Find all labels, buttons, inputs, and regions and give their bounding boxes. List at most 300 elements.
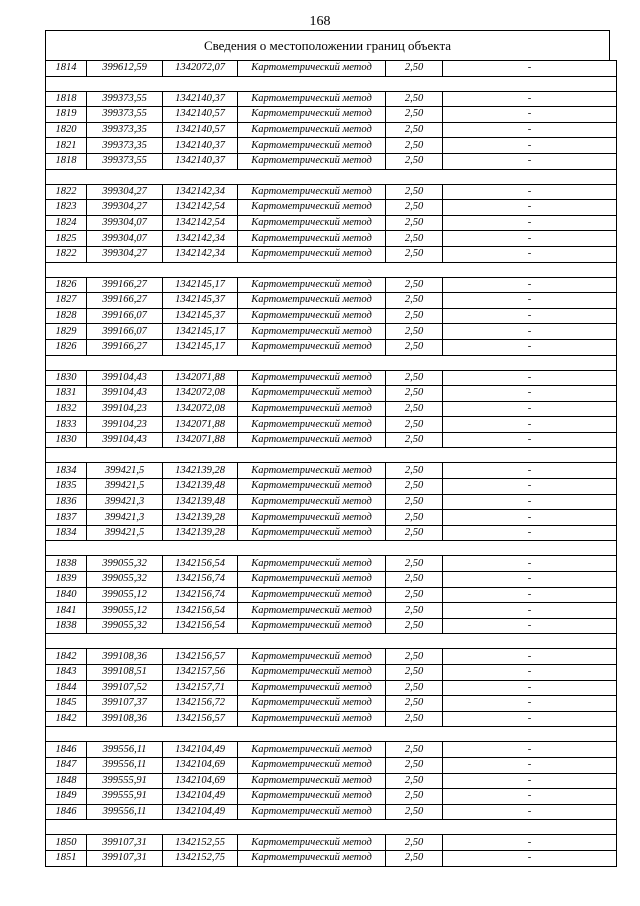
description-cell: - xyxy=(443,835,617,851)
coordinates-table xyxy=(45,60,617,867)
accuracy-cell: 2,50 xyxy=(386,850,443,866)
description-cell: - xyxy=(443,711,617,727)
method-cell: Картометрический метод xyxy=(238,339,386,355)
accuracy-cell: 2,50 xyxy=(386,138,443,154)
point-number-cell: 1851 xyxy=(46,850,87,866)
x-coordinate-cell: 399421,5 xyxy=(87,525,163,541)
method-cell: Картометрический метод xyxy=(238,742,386,758)
accuracy-cell: 2,50 xyxy=(386,184,443,200)
table-row xyxy=(46,324,617,340)
table-row xyxy=(46,153,617,169)
method-cell: Картометрический метод xyxy=(238,649,386,665)
table-row xyxy=(46,401,617,417)
point-number-cell: 1828 xyxy=(46,308,87,324)
y-coordinate-cell: 1342156,74 xyxy=(163,587,238,603)
point-number-cell: 1841 xyxy=(46,603,87,619)
description-cell: - xyxy=(443,293,617,309)
description-cell: - xyxy=(443,804,617,820)
description-cell: - xyxy=(443,572,617,588)
method-cell: Картометрический метод xyxy=(238,308,386,324)
method-cell: Картометрический метод xyxy=(238,277,386,293)
x-coordinate-cell: 399421,3 xyxy=(87,494,163,510)
point-number-cell: 1819 xyxy=(46,107,87,123)
y-coordinate-cell: 1342104,49 xyxy=(163,789,238,805)
method-cell: Картометрический метод xyxy=(238,835,386,851)
description-cell: - xyxy=(443,122,617,138)
point-number-cell: 1825 xyxy=(46,231,87,247)
y-coordinate-cell: 1342156,54 xyxy=(163,603,238,619)
description-cell: - xyxy=(443,324,617,340)
method-cell: Картометрический метод xyxy=(238,804,386,820)
point-number-cell: 1829 xyxy=(46,324,87,340)
description-cell: - xyxy=(443,494,617,510)
method-cell: Картометрический метод xyxy=(238,138,386,154)
method-cell: Картометрический метод xyxy=(238,525,386,541)
group-separator-row xyxy=(46,634,617,649)
description-cell: - xyxy=(443,184,617,200)
x-coordinate-cell: 399107,52 xyxy=(87,680,163,696)
separator-cell xyxy=(46,355,617,370)
x-coordinate-cell: 399108,36 xyxy=(87,649,163,665)
description-cell: - xyxy=(443,215,617,231)
description-cell: - xyxy=(443,153,617,169)
description-cell: - xyxy=(443,463,617,479)
method-cell: Картометрический метод xyxy=(238,370,386,386)
y-coordinate-cell: 1342152,75 xyxy=(163,850,238,866)
x-coordinate-cell: 399055,12 xyxy=(87,603,163,619)
group-separator-row xyxy=(46,541,617,556)
table-row xyxy=(46,91,617,107)
point-number-cell: 1846 xyxy=(46,742,87,758)
y-coordinate-cell: 1342139,28 xyxy=(163,510,238,526)
description-cell: - xyxy=(443,850,617,866)
y-coordinate-cell: 1342157,56 xyxy=(163,665,238,681)
accuracy-cell: 2,50 xyxy=(386,711,443,727)
method-cell: Картометрический метод xyxy=(238,417,386,433)
x-coordinate-cell: 399556,11 xyxy=(87,742,163,758)
y-coordinate-cell: 1342145,37 xyxy=(163,293,238,309)
page-number: 168 xyxy=(309,14,331,29)
table-row xyxy=(46,277,617,293)
coordinates-table-body xyxy=(46,61,617,867)
method-cell: Картометрический метод xyxy=(238,107,386,123)
method-cell: Картометрический метод xyxy=(238,293,386,309)
description-cell: - xyxy=(443,277,617,293)
description-cell: - xyxy=(443,789,617,805)
point-number-cell: 1826 xyxy=(46,339,87,355)
point-number-cell: 1842 xyxy=(46,711,87,727)
table-row xyxy=(46,757,617,773)
description-cell: - xyxy=(443,649,617,665)
table-row xyxy=(46,386,617,402)
table-row xyxy=(46,618,617,634)
y-coordinate-cell: 1342156,54 xyxy=(163,618,238,634)
point-number-cell: 1834 xyxy=(46,525,87,541)
separator-cell xyxy=(46,76,617,91)
method-cell: Картометрический метод xyxy=(238,215,386,231)
point-number-cell: 1842 xyxy=(46,649,87,665)
x-coordinate-cell: 399373,55 xyxy=(87,153,163,169)
accuracy-cell: 2,50 xyxy=(386,308,443,324)
table-row xyxy=(46,789,617,805)
x-coordinate-cell: 399107,31 xyxy=(87,850,163,866)
point-number-cell: 1818 xyxy=(46,153,87,169)
x-coordinate-cell: 399304,27 xyxy=(87,200,163,216)
method-cell: Картометрический метод xyxy=(238,618,386,634)
point-number-cell: 1827 xyxy=(46,293,87,309)
x-coordinate-cell: 399421,5 xyxy=(87,463,163,479)
point-number-cell: 1821 xyxy=(46,138,87,154)
x-coordinate-cell: 399166,27 xyxy=(87,293,163,309)
accuracy-cell: 2,50 xyxy=(386,742,443,758)
x-coordinate-cell: 399107,37 xyxy=(87,696,163,712)
y-coordinate-cell: 1342156,57 xyxy=(163,711,238,727)
accuracy-cell: 2,50 xyxy=(386,572,443,588)
x-coordinate-cell: 399555,91 xyxy=(87,789,163,805)
method-cell: Картометрический метод xyxy=(238,680,386,696)
point-number-cell: 1832 xyxy=(46,401,87,417)
accuracy-cell: 2,50 xyxy=(386,835,443,851)
accuracy-cell: 2,50 xyxy=(386,200,443,216)
x-coordinate-cell: 399555,91 xyxy=(87,773,163,789)
method-cell: Картометрический метод xyxy=(238,184,386,200)
table-row xyxy=(46,494,617,510)
accuracy-cell: 2,50 xyxy=(386,432,443,448)
method-cell: Картометрический метод xyxy=(238,61,386,77)
method-cell: Картометрический метод xyxy=(238,711,386,727)
x-coordinate-cell: 399421,3 xyxy=(87,510,163,526)
separator-cell xyxy=(46,541,617,556)
table-row xyxy=(46,184,617,200)
x-coordinate-cell: 399166,27 xyxy=(87,339,163,355)
point-number-cell: 1846 xyxy=(46,804,87,820)
accuracy-cell: 2,50 xyxy=(386,324,443,340)
description-cell: - xyxy=(443,525,617,541)
point-number-cell: 1824 xyxy=(46,215,87,231)
x-coordinate-cell: 399055,12 xyxy=(87,587,163,603)
accuracy-cell: 2,50 xyxy=(386,479,443,495)
y-coordinate-cell: 1342140,37 xyxy=(163,153,238,169)
point-number-cell: 1823 xyxy=(46,200,87,216)
method-cell: Картометрический метод xyxy=(238,386,386,402)
method-cell: Картометрический метод xyxy=(238,231,386,247)
point-number-cell: 1831 xyxy=(46,386,87,402)
y-coordinate-cell: 1342145,37 xyxy=(163,308,238,324)
boundary-document xyxy=(45,30,610,867)
y-coordinate-cell: 1342156,57 xyxy=(163,649,238,665)
accuracy-cell: 2,50 xyxy=(386,293,443,309)
method-cell: Картометрический метод xyxy=(238,153,386,169)
point-number-cell: 1818 xyxy=(46,91,87,107)
point-number-cell: 1848 xyxy=(46,773,87,789)
y-coordinate-cell: 1342142,34 xyxy=(163,184,238,200)
table-row xyxy=(46,850,617,866)
accuracy-cell: 2,50 xyxy=(386,401,443,417)
accuracy-cell: 2,50 xyxy=(386,804,443,820)
accuracy-cell: 2,50 xyxy=(386,525,443,541)
accuracy-cell: 2,50 xyxy=(386,696,443,712)
point-number-cell: 1849 xyxy=(46,789,87,805)
method-cell: Картометрический метод xyxy=(238,773,386,789)
x-coordinate-cell: 399055,32 xyxy=(87,618,163,634)
description-cell: - xyxy=(443,308,617,324)
description-cell: - xyxy=(443,417,617,433)
table-row xyxy=(46,711,617,727)
y-coordinate-cell: 1342142,34 xyxy=(163,231,238,247)
separator-cell xyxy=(46,448,617,463)
table-row xyxy=(46,138,617,154)
table-row xyxy=(46,246,617,262)
point-number-cell: 1850 xyxy=(46,835,87,851)
group-separator-row xyxy=(46,448,617,463)
y-coordinate-cell: 1342072,07 xyxy=(163,61,238,77)
table-row xyxy=(46,587,617,603)
x-coordinate-cell: 399166,07 xyxy=(87,324,163,340)
table-row xyxy=(46,107,617,123)
table-row xyxy=(46,122,617,138)
point-number-cell: 1826 xyxy=(46,277,87,293)
table-row xyxy=(46,215,617,231)
method-cell: Картометрический метод xyxy=(238,200,386,216)
x-coordinate-cell: 399108,51 xyxy=(87,665,163,681)
method-cell: Картометрический метод xyxy=(238,463,386,479)
table-row xyxy=(46,308,617,324)
accuracy-cell: 2,50 xyxy=(386,91,443,107)
method-cell: Картометрический метод xyxy=(238,432,386,448)
y-coordinate-cell: 1342157,71 xyxy=(163,680,238,696)
x-coordinate-cell: 399055,32 xyxy=(87,572,163,588)
method-cell: Картометрический метод xyxy=(238,401,386,417)
point-number-cell: 1835 xyxy=(46,479,87,495)
x-coordinate-cell: 399373,55 xyxy=(87,107,163,123)
x-coordinate-cell: 399373,35 xyxy=(87,122,163,138)
x-coordinate-cell: 399107,31 xyxy=(87,835,163,851)
accuracy-cell: 2,50 xyxy=(386,107,443,123)
y-coordinate-cell: 1342140,37 xyxy=(163,91,238,107)
description-cell: - xyxy=(443,231,617,247)
y-coordinate-cell: 1342156,74 xyxy=(163,572,238,588)
point-number-cell: 1830 xyxy=(46,370,87,386)
x-coordinate-cell: 399055,32 xyxy=(87,556,163,572)
x-coordinate-cell: 399373,35 xyxy=(87,138,163,154)
x-coordinate-cell: 399304,07 xyxy=(87,215,163,231)
method-cell: Картометрический метод xyxy=(238,696,386,712)
y-coordinate-cell: 1342071,88 xyxy=(163,370,238,386)
description-cell: - xyxy=(443,665,617,681)
y-coordinate-cell: 1342072,08 xyxy=(163,401,238,417)
table-row xyxy=(46,835,617,851)
x-coordinate-cell: 399104,23 xyxy=(87,401,163,417)
accuracy-cell: 2,50 xyxy=(386,587,443,603)
y-coordinate-cell: 1342140,37 xyxy=(163,138,238,154)
y-coordinate-cell: 1342142,54 xyxy=(163,200,238,216)
x-coordinate-cell: 399612,59 xyxy=(87,61,163,77)
table-row xyxy=(46,572,617,588)
accuracy-cell: 2,50 xyxy=(386,757,443,773)
y-coordinate-cell: 1342072,08 xyxy=(163,386,238,402)
accuracy-cell: 2,50 xyxy=(386,339,443,355)
group-separator-row xyxy=(46,727,617,742)
table-title: Сведения о местоположении границ объекта xyxy=(45,30,610,60)
table-row xyxy=(46,603,617,619)
y-coordinate-cell: 1342139,28 xyxy=(163,525,238,541)
method-cell: Картометрический метод xyxy=(238,665,386,681)
y-coordinate-cell: 1342104,49 xyxy=(163,804,238,820)
accuracy-cell: 2,50 xyxy=(386,231,443,247)
description-cell: - xyxy=(443,618,617,634)
group-separator-row xyxy=(46,76,617,91)
x-coordinate-cell: 399556,11 xyxy=(87,757,163,773)
group-separator-row xyxy=(46,355,617,370)
point-number-cell: 1840 xyxy=(46,587,87,603)
group-separator-row xyxy=(46,820,617,835)
description-cell: - xyxy=(443,742,617,758)
accuracy-cell: 2,50 xyxy=(386,618,443,634)
table-row xyxy=(46,463,617,479)
description-cell: - xyxy=(443,757,617,773)
y-coordinate-cell: 1342142,54 xyxy=(163,215,238,231)
method-cell: Картометрический метод xyxy=(238,556,386,572)
table-row xyxy=(46,417,617,433)
group-separator-row xyxy=(46,169,617,184)
point-number-cell: 1833 xyxy=(46,417,87,433)
y-coordinate-cell: 1342071,88 xyxy=(163,417,238,433)
accuracy-cell: 2,50 xyxy=(386,122,443,138)
accuracy-cell: 2,50 xyxy=(386,510,443,526)
description-cell: - xyxy=(443,107,617,123)
accuracy-cell: 2,50 xyxy=(386,463,443,479)
x-coordinate-cell: 399104,43 xyxy=(87,370,163,386)
x-coordinate-cell: 399421,5 xyxy=(87,479,163,495)
x-coordinate-cell: 399556,11 xyxy=(87,804,163,820)
point-number-cell: 1822 xyxy=(46,246,87,262)
point-number-cell: 1820 xyxy=(46,122,87,138)
point-number-cell: 1834 xyxy=(46,463,87,479)
accuracy-cell: 2,50 xyxy=(386,665,443,681)
description-cell: - xyxy=(443,138,617,154)
description-cell: - xyxy=(443,386,617,402)
method-cell: Картометрический метод xyxy=(238,246,386,262)
y-coordinate-cell: 1342139,48 xyxy=(163,479,238,495)
description-cell: - xyxy=(443,401,617,417)
y-coordinate-cell: 1342140,57 xyxy=(163,122,238,138)
accuracy-cell: 2,50 xyxy=(386,61,443,77)
method-cell: Картометрический метод xyxy=(238,603,386,619)
description-cell: - xyxy=(443,696,617,712)
x-coordinate-cell: 399104,43 xyxy=(87,432,163,448)
y-coordinate-cell: 1342156,72 xyxy=(163,696,238,712)
accuracy-cell: 2,50 xyxy=(386,386,443,402)
point-number-cell: 1838 xyxy=(46,618,87,634)
accuracy-cell: 2,50 xyxy=(386,153,443,169)
table-row xyxy=(46,510,617,526)
accuracy-cell: 2,50 xyxy=(386,649,443,665)
y-coordinate-cell: 1342104,69 xyxy=(163,757,238,773)
x-coordinate-cell: 399104,23 xyxy=(87,417,163,433)
point-number-cell: 1844 xyxy=(46,680,87,696)
point-number-cell: 1830 xyxy=(46,432,87,448)
table-row xyxy=(46,370,617,386)
accuracy-cell: 2,50 xyxy=(386,603,443,619)
description-cell: - xyxy=(443,773,617,789)
point-number-cell: 1837 xyxy=(46,510,87,526)
description-cell: - xyxy=(443,61,617,77)
description-cell: - xyxy=(443,339,617,355)
point-number-cell: 1836 xyxy=(46,494,87,510)
table-row xyxy=(46,339,617,355)
description-cell: - xyxy=(443,370,617,386)
x-coordinate-cell: 399166,07 xyxy=(87,308,163,324)
method-cell: Картометрический метод xyxy=(238,122,386,138)
table-row xyxy=(46,200,617,216)
table-row xyxy=(46,680,617,696)
y-coordinate-cell: 1342104,69 xyxy=(163,773,238,789)
y-coordinate-cell: 1342104,49 xyxy=(163,742,238,758)
table-row xyxy=(46,432,617,448)
method-cell: Картометрический метод xyxy=(238,587,386,603)
separator-cell xyxy=(46,820,617,835)
x-coordinate-cell: 399304,27 xyxy=(87,184,163,200)
point-number-cell: 1845 xyxy=(46,696,87,712)
description-cell: - xyxy=(443,200,617,216)
accuracy-cell: 2,50 xyxy=(386,556,443,572)
description-cell: - xyxy=(443,432,617,448)
y-coordinate-cell: 1342139,48 xyxy=(163,494,238,510)
x-coordinate-cell: 399373,55 xyxy=(87,91,163,107)
method-cell: Картометрический метод xyxy=(238,510,386,526)
point-number-cell: 1814 xyxy=(46,61,87,77)
y-coordinate-cell: 1342139,28 xyxy=(163,463,238,479)
table-row xyxy=(46,61,617,77)
description-cell: - xyxy=(443,587,617,603)
y-coordinate-cell: 1342071,88 xyxy=(163,432,238,448)
point-number-cell: 1822 xyxy=(46,184,87,200)
accuracy-cell: 2,50 xyxy=(386,370,443,386)
table-row xyxy=(46,804,617,820)
table-row xyxy=(46,696,617,712)
table-row xyxy=(46,525,617,541)
separator-cell xyxy=(46,262,617,277)
method-cell: Картометрический метод xyxy=(238,479,386,495)
y-coordinate-cell: 1342145,17 xyxy=(163,277,238,293)
point-number-cell: 1839 xyxy=(46,572,87,588)
accuracy-cell: 2,50 xyxy=(386,494,443,510)
description-cell: - xyxy=(443,680,617,696)
table-row xyxy=(46,293,617,309)
y-coordinate-cell: 1342152,55 xyxy=(163,835,238,851)
point-number-cell: 1843 xyxy=(46,665,87,681)
table-row xyxy=(46,649,617,665)
y-coordinate-cell: 1342140,57 xyxy=(163,107,238,123)
group-separator-row xyxy=(46,262,617,277)
accuracy-cell: 2,50 xyxy=(386,680,443,696)
y-coordinate-cell: 1342142,34 xyxy=(163,246,238,262)
accuracy-cell: 2,50 xyxy=(386,246,443,262)
method-cell: Картометрический метод xyxy=(238,572,386,588)
accuracy-cell: 2,50 xyxy=(386,773,443,789)
separator-cell xyxy=(46,727,617,742)
method-cell: Картометрический метод xyxy=(238,324,386,340)
method-cell: Картометрический метод xyxy=(238,91,386,107)
separator-cell xyxy=(46,169,617,184)
description-cell: - xyxy=(443,510,617,526)
separator-cell xyxy=(46,634,617,649)
description-cell: - xyxy=(443,556,617,572)
accuracy-cell: 2,50 xyxy=(386,215,443,231)
y-coordinate-cell: 1342145,17 xyxy=(163,324,238,340)
description-cell: - xyxy=(443,246,617,262)
method-cell: Картометрический метод xyxy=(238,494,386,510)
